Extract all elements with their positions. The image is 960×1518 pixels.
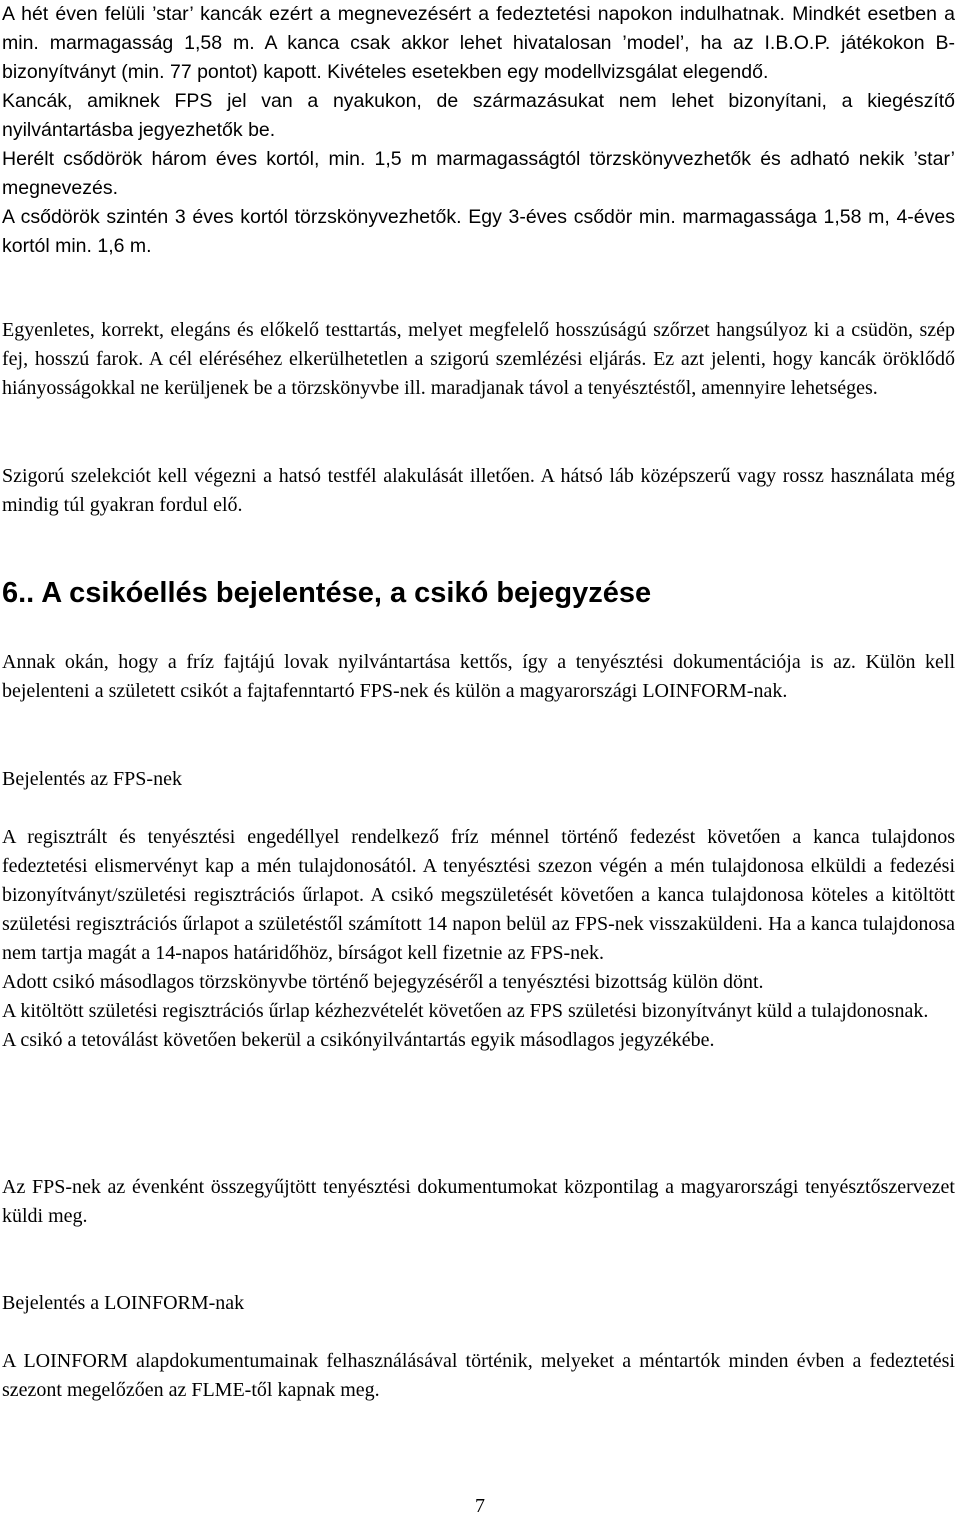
subheading-loinform: Bejelentés a LOINFORM-nak — [2, 1292, 245, 1314]
section-heading: 6.. A csikóellés bejelentése, a csikó bejegyzése — [2, 577, 652, 609]
paragraph-central: Az FPS-nek az évenként összegyűjtött tenyésztési dokumentumokat központilag a magyarországi tenyésztőszervezet küldi meg. — [2, 1176, 955, 1227]
section-selection — [2, 462, 955, 520]
paragraph-fps-mark: Kancák, amiknek FPS jel van a nyakukon, de származásukat nem lehet bizonyítani, a kiegészítő nyilvántartásba jegyezhetők be. — [2, 90, 955, 141]
paragraph-stallions: A csődörök szintén 3 éves kortól törzskönyvezhetők. Egy 3-éves csődör min. marmagassága 1,58 m, 4-éves kortól min. 1,6 m. — [2, 206, 955, 257]
paragraph-geldings: Herélt csődörök három éves kortól, min. 1,5 m marmagasságtól törzskönyvezhetők és adható nekik ’star’ megnevezés. — [2, 148, 955, 199]
paragraph-style: Egyenletes, korrekt, elegáns és előkelő testtartás, melyet megfelelő hosszúságú szőrzet hangsúlyoz ki a csüdön, szép fej, hosszú farok. A cél eléréséhez elkerülhetetlen a szigorú szemlézési eljárás. Ez azt jelenti, hogy kancák öröklődő hiányosságokkal ne kerüljenek be a törzskönyvbe ill. maradjanak távol a tenyésztéstől, amennyire lehetséges. — [2, 319, 955, 399]
sans-section — [2, 0, 955, 261]
paragraph-birth-certificate: A kitöltött születési regisztrációs űrlap kézhezvételét követően az FPS születési bizonyítványt küld a tulajdonosnak. — [2, 1000, 929, 1022]
section-intro — [2, 648, 955, 706]
section-fps — [2, 823, 955, 1055]
subheading-fps: Bejelentés az FPS-nek — [2, 768, 182, 790]
paragraph-star-mares: A hét éven felüli ’star’ kancák ezért a megnevezésért a fedeztetési napokon indulhatnak. Mindkét esetben a min. marmagasság 1,58 m. A kanca csak akkor lehet hivatalosan ’model’, ha az I.B.O.P. játékokon B-bizonyítványt (min. 77 pontot) kapott. Kivételes esetekben egy modellvizsgálat elegendő. — [2, 3, 955, 83]
paragraph-secondary-studbook: Adott csikó másodlagos törzskönyvbe történő bejegyzéséről a tenyésztési bizottság külön dönt. — [2, 971, 764, 993]
section-central — [2, 1173, 955, 1231]
section-loinform — [2, 1347, 955, 1405]
page-number: 7 — [475, 1495, 485, 1517]
paragraph-intro: Annak okán, hogy a fríz fajtájú lovak nyilvántartása kettős, így a tenyésztési dokumentációja is az. Külön kell bejelenteni a született csikót a fajtafenntartó FPS-nek és külön a magyarországi LOINFORM-nak. — [2, 651, 955, 702]
paragraph-selection: Szigorú szelekciót kell végezni a hatsó testfél alakulását illetően. A hátsó láb középszerű vagy rossz használata még mindig túl gyakran fordul elő. — [2, 465, 955, 516]
paragraph-fps-registration: A regisztrált és tenyésztési engedéllyel rendelkező fríz ménnel történő fedezést követően a kanca tulajdonos fedeztetési elismervényt kap a mén tulajdonosától. A tenyésztési szezon végén a mén tulajdonosa elküldi a fedezési bizonyítványt/születési regisztrációs űrlapot. A csikó megszületését követően a kanca tulajdonosa köteles a kitöltött születési regisztrációs űrlapot a születéstől számított 14 napon belül az FPS-nek visszaküldeni. Ha a kanca tulajdonosa nem tartja magát a 14-napos határidőhöz, bírságot kell fizetnie az FPS-nek. — [2, 826, 955, 964]
section-style — [2, 316, 955, 403]
paragraph-loinform: A LOINFORM alapdokumentumainak felhasználásával történik, melyeket a méntartók minden évben a fedeztetési szezont megelőzően az FLME-től kapnak meg. — [2, 1350, 955, 1401]
paragraph-tattoo: A csikó a tetoválást követően bekerül a csikónyilvántartás egyik másodlagos jegyzékébe. — [2, 1029, 715, 1051]
